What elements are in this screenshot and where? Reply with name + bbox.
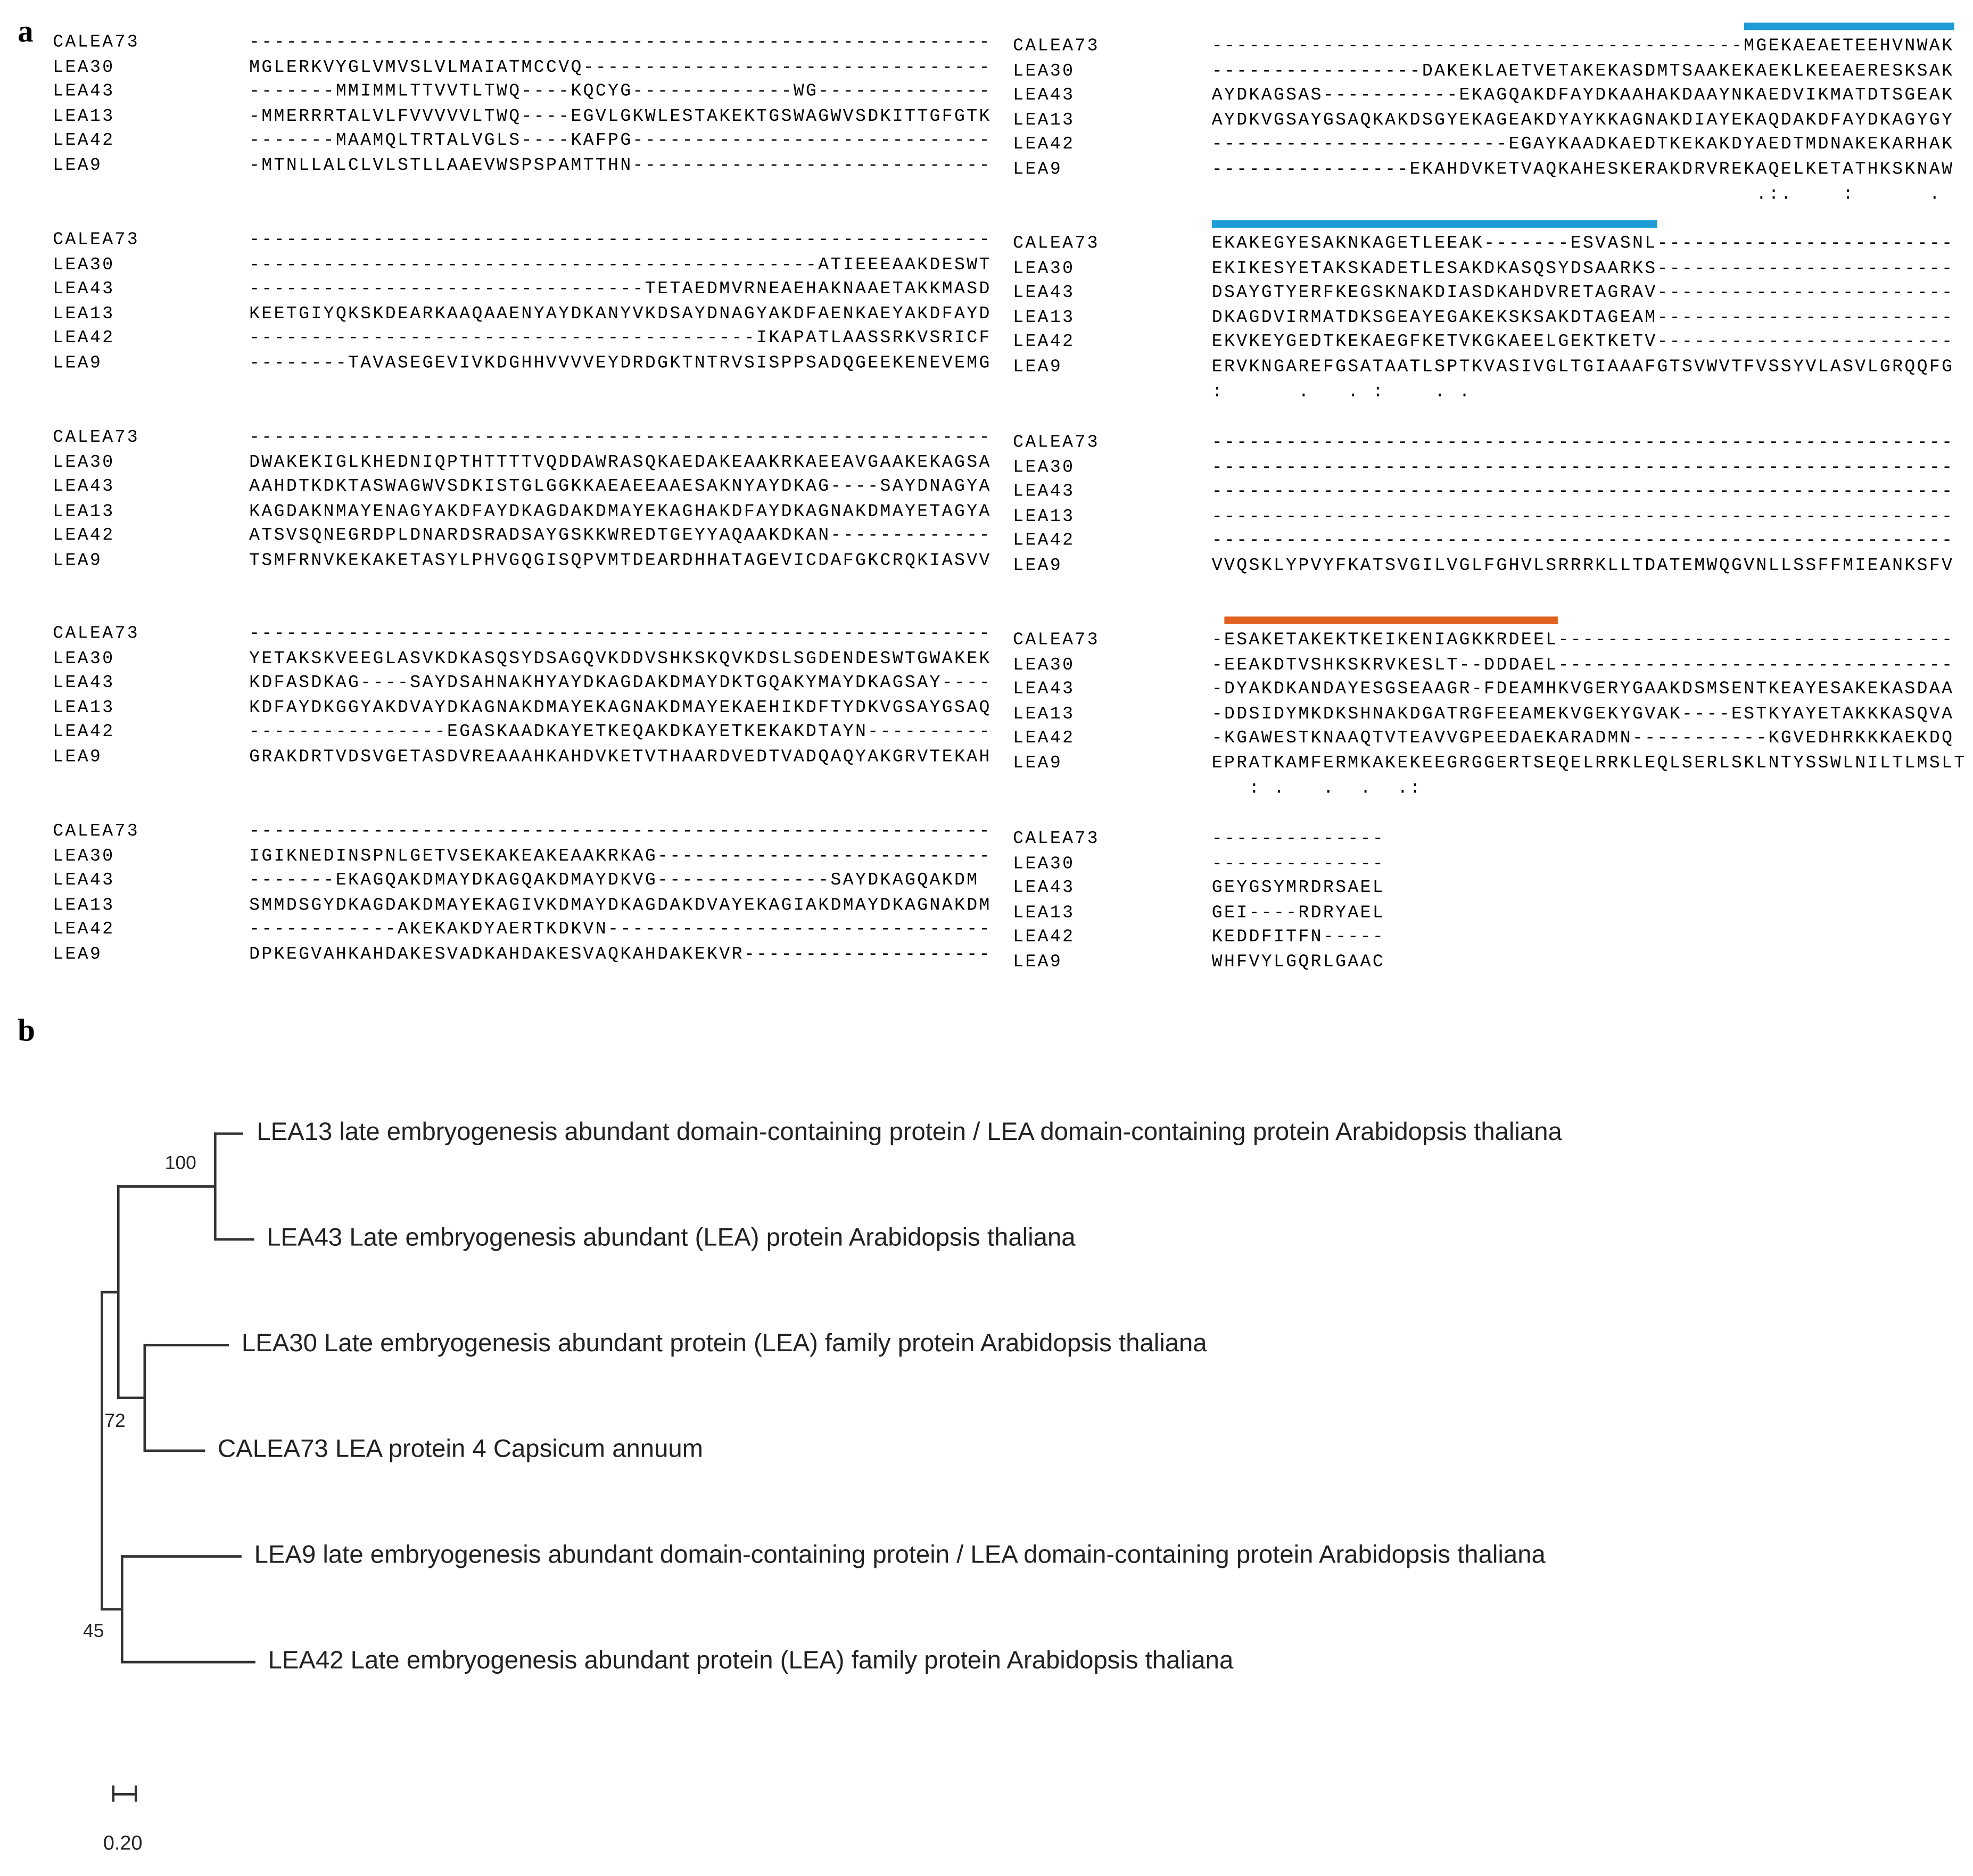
sequence-name: LEA42 (53, 722, 115, 743)
conservation-symbols: .:. : . (1211, 184, 1942, 205)
branch (121, 1555, 242, 1557)
sequence-name: LEA43 (53, 82, 115, 102)
root-branch (101, 1291, 103, 1609)
sequence-name: LEA30 (53, 648, 115, 669)
sequence-name: LEA30 (1013, 259, 1075, 279)
sequence-residues: WHFVYLGQRLGAAC (1211, 952, 1385, 973)
sequence-name: CALEA73 (1013, 234, 1100, 254)
sequence-name: LEA30 (53, 57, 115, 78)
sequence-name: CALEA73 (53, 32, 140, 53)
bootstrap-value: 100 (164, 1152, 196, 1174)
sequence-name: LEA43 (1013, 878, 1075, 899)
leaf-label-lea13: LEA13 late embryogenesis abundant domain-containing protein / LEA domain-containing protein Arabidopsis thaliana (257, 1118, 1562, 1146)
sequence-residues: ------------------------------------------------------------ (249, 32, 992, 53)
sequence-residues: YETAKSKVEEGLASVKDKASQSYDSAGQVKDDVSHKSKQVKDSLSGDENDESWTGWAKEK (249, 648, 992, 669)
sequence-name: LEA13 (53, 698, 115, 718)
panel-b-label: b (18, 1014, 35, 1048)
sequence-name: LEA9 (1013, 357, 1063, 378)
sequence-residues: DSAYGTYERFKEGSKNAKDIASDKAHDVRETAGRAV------------------------ (1211, 283, 1954, 304)
sequence-name: LEA42 (53, 328, 115, 349)
bootstrap-value: 72 (104, 1410, 126, 1432)
sequence-residues: EPRATKAMFERMKAKEKEEGRGGERTSEQELRRKLEQLSERLSKLNTYSSWLNILTLMSLT (1211, 754, 1967, 774)
sequence-residues: ------------------------------------------------------------ (249, 624, 992, 644)
sequence-name: CALEA73 (1013, 36, 1100, 57)
sequence-residues: -MMERRRTALVLFVVVVVLTWQ----EGVLGKWLESTAKEKTGSWAGWVSDKITTGFGTK (249, 106, 992, 127)
sequence-name: LEA30 (1013, 457, 1075, 478)
sequence-residues: ----------------EGASKAADKAYETKEQAKDKAYETKEKAKDTAYN---------- (249, 722, 992, 743)
sequence-residues: ------------------------------------------------------------ (249, 821, 992, 842)
branch (101, 1291, 118, 1293)
sequence-residues: GEI----RDRYAEL (1211, 903, 1385, 923)
sequence-name: LEA42 (1013, 729, 1075, 749)
sequence-residues: -KGAWESTKNAAQTVTEAVVGPEEDAEKARADMN-----------KGVEDHRKKKAEKDQ (1211, 729, 1954, 749)
sequence-name: LEA43 (53, 279, 115, 300)
branch (144, 1344, 229, 1346)
scale-bar-label: 0.20 (103, 1833, 143, 1855)
sequence-residues: -MTNLLALCLVLSTLLAAEVWSPSPAMTTHN----------------------------- (249, 156, 992, 176)
sequence-residues: ------------------------------------------------------------ (1211, 531, 1954, 552)
motif-highlight-bar (1744, 23, 1954, 30)
panel-a-label: a (18, 15, 34, 49)
conservation-symbols: : . . . .: (1211, 778, 1422, 799)
sequence-name: CALEA73 (1013, 829, 1100, 849)
sequence-residues: -------EKAGQAKDMAYDKAGQAKDMAYDKVG--------------SAYDKAGQAKDM (249, 871, 979, 891)
sequence-residues: -----------------DAKEKLAETVETAKEKASDMTSAAKEKAEKLKEEAERESKSAK (1211, 61, 1954, 81)
sequence-residues: TSMFRNVKEKAKETASYLPHVGQGISQPVMTDEARDHHATAGEVICDAFGKCRQKIASVV (249, 551, 992, 572)
branch (117, 1396, 145, 1399)
sequence-residues: KDFASDKAG----SAYDSAHNAKHYAYDKAGDAKDMAYDKTGQAKYMAYDKAGSAY---- (249, 673, 992, 694)
sequence-name: LEA13 (53, 106, 115, 127)
sequence-residues: KAGDAKNMAYENAGYAKDFAYDKAGDAKDMAYEKAGHAKDFAYDKAGNAKDMAYETAGYA (249, 501, 992, 522)
sequence-residues: -ESAKETAKEKTKEIKENIAGKKRDEEL-------------------------------- (1211, 630, 1954, 651)
branch (121, 1661, 255, 1663)
sequence-residues: AAHDTKDKTASWAGWVSDKISTGLGGKKAEAEEAAESAKNYAYDKAG----SAYDNAGYA (249, 477, 992, 498)
sequence-name: CALEA73 (1013, 433, 1100, 453)
sequence-name: CALEA73 (53, 230, 140, 251)
sequence-name: LEA13 (1013, 308, 1075, 328)
sequence-residues: EKIKESYETAKSKADETLESAKDKASQSYDSAARKS------------------------ (1211, 259, 1954, 279)
sequence-name: LEA42 (53, 526, 115, 547)
sequence-residues: KEETGIYQKSKDEARKAAQAAENYAYDKANYVKDSAYDNAGYAKDFAENKAEYAKDFAYD (249, 304, 992, 325)
sequence-name: LEA9 (1013, 952, 1063, 973)
sequence-name: LEA42 (1013, 135, 1075, 155)
sequence-residues: AYDKAGSAS-----------EKAGQAKDFAYDKAAHAKDAAYNKAEDVIKMATDTSGEAK (1211, 86, 1954, 106)
sequence-residues: -------MAAMQLTRTALVGLS----KAFPG----------------------------- (249, 131, 992, 152)
leaf-label-lea43: LEA43 Late embryogenesis abundant (LEA) protein Arabidopsis thaliana (267, 1224, 1076, 1252)
sequence-residues: ERVKNGAREFGSATAATLSPTKVASIVGLTGIAAAFGTSVWVTFVSSYVLASVLGRQQFG (1211, 357, 1954, 378)
sequence-name: LEA30 (53, 254, 115, 275)
sequence-name: LEA30 (1013, 655, 1075, 675)
sequence-name: LEA42 (53, 920, 115, 940)
sequence-name: LEA42 (53, 131, 115, 152)
motif-highlight-bar (1212, 220, 1657, 228)
sequence-residues: ------------------------------------------------------------ (249, 427, 992, 448)
sequence-name: LEA43 (1013, 680, 1075, 700)
sequence-name: LEA13 (1013, 903, 1075, 923)
sequence-name: CALEA73 (1013, 630, 1100, 651)
sequence-residues: --------TAVASEGEVIVKDGHHVVVVEYDRDGKTNTRVSISPPSADQGEEKENEVEMG (249, 353, 992, 374)
sequence-residues: ATSVSQNEGRDPLDNARDSRADSAYGSKKWREDTGEYYAQAAKDKAN------------- (249, 526, 992, 547)
sequence-name: LEA42 (1013, 531, 1075, 552)
sequence-name: LEA9 (53, 945, 103, 965)
sequence-name: LEA13 (53, 304, 115, 325)
sequence-residues: -----------------------------------------IKAPATLAASSRKVSRICF (249, 328, 992, 349)
branch (144, 1450, 205, 1452)
sequence-name: LEA30 (1013, 61, 1075, 81)
sequence-residues: IGIKNEDINSPNLGETVSEKAKEAKEAAKRKAG--------------------------- (249, 846, 992, 866)
sequence-residues: ----------------EKAHDVKETVAQKAHESKERAKDRVREKAQELKETATHKSKNAW (1211, 160, 1954, 180)
sequence-residues: -DDSIDYMKDKSHNAKDGATRGFEEAMEKVGEKYGVAK----ESTKYAYETAKKKASQVA (1211, 704, 1954, 725)
scale-bar-tick (112, 1786, 114, 1802)
bootstrap-value: 45 (83, 1621, 104, 1642)
sequence-residues: AYDKVGSAYGSAQKAKDSGYEKAGEAKDYAYKKAGNAKDIAYEKAQDAKDFAYDKAGYGY (1211, 110, 1954, 131)
sequence-name: LEA43 (53, 477, 115, 498)
leaf-label-lea9: LEA9 late embryogenesis abundant domain-containing protein / LEA domain-containing protein Arabidopsis thaliana (254, 1541, 1546, 1569)
scale-bar (112, 1793, 137, 1795)
sequence-residues: GRAKDRTVDSVGETASDVREAAAHKAHDVKETVTHAARDVEDTVADQAQYAKGRVTEKAH (249, 747, 992, 768)
sequence-name: LEA13 (1013, 704, 1075, 725)
sequence-name: LEA9 (53, 353, 103, 374)
branch (101, 1608, 122, 1610)
sequence-name: LEA43 (1013, 482, 1075, 502)
sequence-name: LEA9 (53, 551, 103, 572)
sequence-name: LEA9 (1013, 160, 1063, 180)
conservation-symbols: : . . : . . (1211, 382, 1472, 402)
sequence-name: CALEA73 (53, 427, 140, 448)
sequence-residues: ------------------------EGAYKAADKAEDTKEKAKDYAEDTMDNAKEKARHAK (1211, 135, 1954, 155)
sequence-name: LEA9 (53, 747, 103, 768)
sequence-residues: KDFAYDKGGYAKDVAYDKAGNAKDMAYEKAGNAKDMAYEKAEHIKDFTYDKVGSAYGSAQ (249, 698, 992, 718)
branch (214, 1133, 243, 1135)
sequence-residues: ------------------------------------------------------------ (1211, 433, 1954, 453)
sequence-name: LEA43 (53, 673, 115, 694)
sequence-residues: KEDDFITFN----- (1211, 928, 1385, 948)
sequence-name: LEA13 (1013, 110, 1075, 131)
sequence-name: CALEA73 (53, 624, 140, 644)
sequence-name: LEA42 (1013, 333, 1075, 353)
sequence-name: LEA43 (53, 871, 115, 891)
sequence-residues: -DYAKDKANDAYESGSEAAGR-FDEAMHKVGERYGAAKDSMSENTKEAYESAKEKASDAA (1211, 680, 1954, 700)
sequence-residues: SMMDSGYDKAGDAKDMAYEKAGIVKDMAYDKAGDAKDVAYEKAGIAKDMAYDKAGNAKDM (249, 895, 992, 916)
sequence-name: LEA30 (53, 846, 115, 866)
sequence-residues: MGLERKVYGLVMVSLVLMAIATMCCVQ--------------------------------- (249, 57, 992, 78)
branch (214, 1238, 254, 1240)
scale-bar-tick (135, 1786, 137, 1802)
sequence-residues: -------------- (1211, 854, 1385, 874)
sequence-residues: EKAKEGYESAKNKAGETLEEAK-------ESVASNL------------------------ (1211, 234, 1954, 254)
sequence-residues: ------------------------------------------------------------ (1211, 507, 1954, 527)
sequence-residues: DWAKEKIGLKHEDNIQPTHTTTTVQDDAWRASQKAEDAKEAAKRKAEEAVGAAKEKAGSA (249, 452, 992, 473)
sequence-residues: -------------------------------------------MGEKAEAETEEHVNWAK (1211, 36, 1954, 57)
sequence-residues: ------------AKEKAKDYAERTKDKVN------------------------------- (249, 920, 992, 940)
sequence-name: LEA30 (1013, 854, 1075, 874)
sequence-name: CALEA73 (53, 821, 140, 842)
leaf-label-lea30: LEA30 Late embryogenesis abundant protein (LEA) family protein Arabidopsis thaliana (241, 1329, 1207, 1358)
sequence-residues: -------------- (1211, 829, 1385, 849)
branch (117, 1185, 215, 1187)
sequence-residues: EKVKEYGEDTKEKAEGFKETVKGKAEELGEKTKETV------------------------ (1211, 333, 1954, 353)
leaf-label-calea73: CALEA73 LEA protein 4 Capsicum annuum (218, 1435, 704, 1464)
sequence-residues: GEYGSYMRDRSAEL (1211, 878, 1385, 899)
sequence-name: LEA13 (53, 501, 115, 522)
sequence-residues: ------------------------------------------------------------ (1211, 457, 1954, 478)
sequence-name: LEA42 (1013, 928, 1075, 948)
sequence-name: LEA30 (53, 452, 115, 473)
sequence-residues: ------------------------------------------------------------ (1211, 482, 1954, 502)
sequence-residues: VVQSKLYPVYFKATSVGILVGLFGHVLSRRRKLLTDATEMWQGVNLLSSFFMIEANKSFV (1211, 556, 1954, 576)
sequence-name: LEA9 (1013, 754, 1063, 774)
leaf-label-lea42: LEA42 Late embryogenesis abundant protein (LEA) family protein Arabidopsis thaliana (268, 1647, 1234, 1675)
sequence-name: LEA13 (53, 895, 115, 916)
sequence-name: LEA43 (1013, 86, 1075, 106)
sequence-residues: DPKEGVAHKAHDAKESVADKAHDAKESVAQKAHDAKEKVR-------------------- (249, 945, 992, 965)
sequence-residues: ------------------------------------------------------------ (249, 230, 992, 251)
sequence-name: LEA13 (1013, 507, 1075, 527)
sequence-name: LEA43 (1013, 283, 1075, 304)
sequence-name: LEA9 (1013, 556, 1063, 576)
sequence-residues: -------MMIMMLTTVVTLTWQ----KQCYG-------------WG-------------- (249, 82, 992, 102)
sequence-residues: --------------------------------TETAEDMVRNEAEHAKNAAETAKKMASD (249, 279, 992, 300)
sequence-residues: DKAGDVIRMATDKSGEAYEGAKEKSKSAKDTAGEAM------------------------ (1211, 308, 1954, 328)
sequence-name: LEA9 (53, 156, 103, 176)
sequence-residues: -EEAKDTVSHKSKRVKESLT--DDDAEL-------------------------------- (1211, 655, 1954, 675)
motif-highlight-bar (1224, 616, 1558, 624)
sequence-residues: ----------------------------------------------ATIEEEAAKDESWT (249, 254, 992, 275)
